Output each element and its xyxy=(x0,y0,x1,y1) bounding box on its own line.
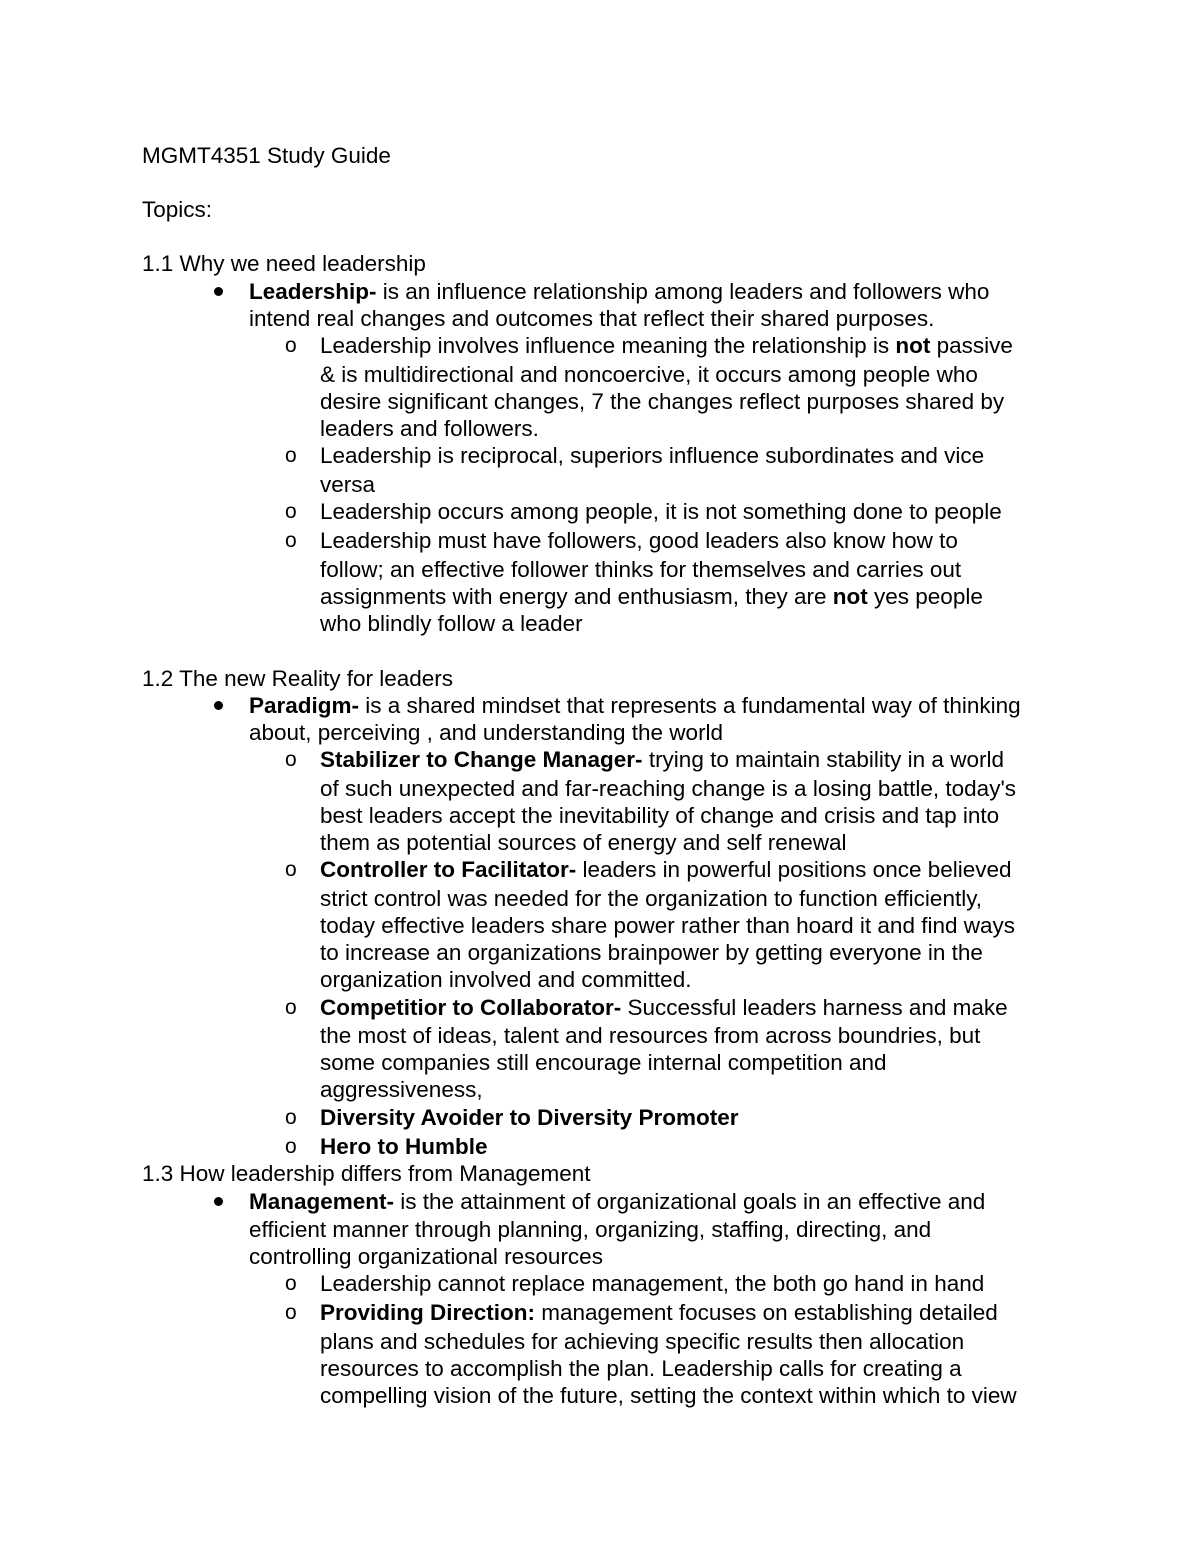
sub-bullet-icon: o xyxy=(285,1106,297,1129)
sub-bullet-icon: o xyxy=(285,1135,297,1158)
bullet-icon xyxy=(214,1197,223,1206)
list-item-line: Controller to Facilitator- leaders in powerful positions once believed xyxy=(320,857,1012,882)
list-item-line: leaders and followers. xyxy=(320,416,539,441)
list-item-line: Leadership involves influence meaning the relationship is not passive xyxy=(320,333,1013,358)
list-item-line: Leadership cannot replace management, the both go hand in hand xyxy=(320,1271,985,1296)
list-item-line: & is multidirectional and noncoercive, it occurs among people who xyxy=(320,362,978,387)
list-item-line: Diversity Avoider to Diversity Promoter xyxy=(320,1105,739,1130)
sub-bullet-icon: o xyxy=(285,1301,297,1324)
list-item-line: organization involved and committed. xyxy=(320,967,692,992)
sub-bullet-icon: o xyxy=(285,748,297,771)
list-item-line: resources to accomplish the plan. Leadership calls for creating a xyxy=(320,1356,962,1381)
definition-line: about, perceiving , and understanding the world xyxy=(249,720,724,745)
definition-line: Management- is the attainment of organizational goals in an effective and xyxy=(249,1189,986,1214)
list-item-line: plans and schedules for achieving specific results then allocation xyxy=(320,1329,965,1354)
list-item-line: best leaders accept the inevitability of change and crisis and tap into xyxy=(320,803,1000,828)
section-heading: 1.2 The new Reality for leaders xyxy=(142,666,454,691)
sub-bullet-icon: o xyxy=(285,529,297,552)
list-item-line: strict control was needed for the organization to function efficiently, xyxy=(320,886,983,911)
list-item-line: them as potential sources of energy and self renewal xyxy=(320,830,847,855)
list-item-line: Leadership must have followers, good leaders also know how to xyxy=(320,528,958,553)
list-item-line: the most of ideas, talent and resources from across boundries, but xyxy=(320,1023,981,1048)
section-heading: 1.3 How leadership differs from Management xyxy=(142,1161,591,1186)
sub-bullet-icon: o xyxy=(285,500,297,523)
list-item-line: versa xyxy=(320,472,376,497)
list-item-line: some companies still encourage internal competition and xyxy=(320,1050,887,1075)
list-item-line: aggressiveness, xyxy=(320,1077,483,1102)
definition-line: controlling organizational resources xyxy=(249,1244,603,1269)
list-item-line: Hero to Humble xyxy=(320,1134,488,1159)
bullet-icon xyxy=(214,701,223,710)
sub-bullet-icon: o xyxy=(285,1272,297,1295)
list-item-line: today effective leaders share power rather than hoard it and find ways xyxy=(320,913,1015,938)
term: Leadership- xyxy=(249,279,377,304)
definition-line: efficient manner through planning, organizing, staffing, directing, and xyxy=(249,1217,932,1242)
list-item-line: assignments with energy and enthusiasm, they are not yes people xyxy=(320,584,983,609)
list-item-line: Leadership occurs among people, it is not something done to people xyxy=(320,499,1002,524)
list-item-line: compelling vision of the future, setting the context within which to view xyxy=(320,1383,1017,1408)
list-item-line: Leadership is reciprocal, superiors influence subordinates and vice xyxy=(320,443,985,468)
list-item-line: of such unexpected and far-reaching change is a losing battle, today's xyxy=(320,776,1016,801)
list-item-line: Competitior to Collaborator- Successful leaders harness and make xyxy=(320,995,1008,1020)
section-heading: 1.1 Why we need leadership xyxy=(142,251,426,276)
definition-line: Leadership- is an influence relationship among leaders and followers who xyxy=(249,279,990,304)
list-item-line: Providing Direction: management focuses on establishing detailed xyxy=(320,1300,998,1325)
sub-bullet-icon: o xyxy=(285,858,297,881)
bullet-icon xyxy=(214,287,223,296)
list-item-line: who blindly follow a leader xyxy=(320,611,583,636)
topics-label: Topics: xyxy=(142,197,213,222)
document-title: MGMT4351 Study Guide xyxy=(142,143,391,168)
list-item-line: follow; an effective follower thinks for themselves and carries out xyxy=(320,557,962,582)
sub-bullet-icon: o xyxy=(285,996,297,1019)
definition-line: intend real changes and outcomes that reflect their shared purposes. xyxy=(249,306,935,331)
list-item-line: Stabilizer to Change Manager- trying to maintain stability in a world xyxy=(320,747,1004,772)
sub-bullet-icon: o xyxy=(285,444,297,467)
list-item-line: to increase an organizations brainpower by getting everyone in the xyxy=(320,940,983,965)
term: Management- xyxy=(249,1189,395,1214)
term: Paradigm- xyxy=(249,693,360,718)
definition-line: Paradigm- is a shared mindset that represents a fundamental way of thinking xyxy=(249,693,1021,718)
sub-bullet-icon: o xyxy=(285,334,297,357)
list-item-line: desire significant changes, 7 the changes reflect purposes shared by xyxy=(320,389,1005,414)
